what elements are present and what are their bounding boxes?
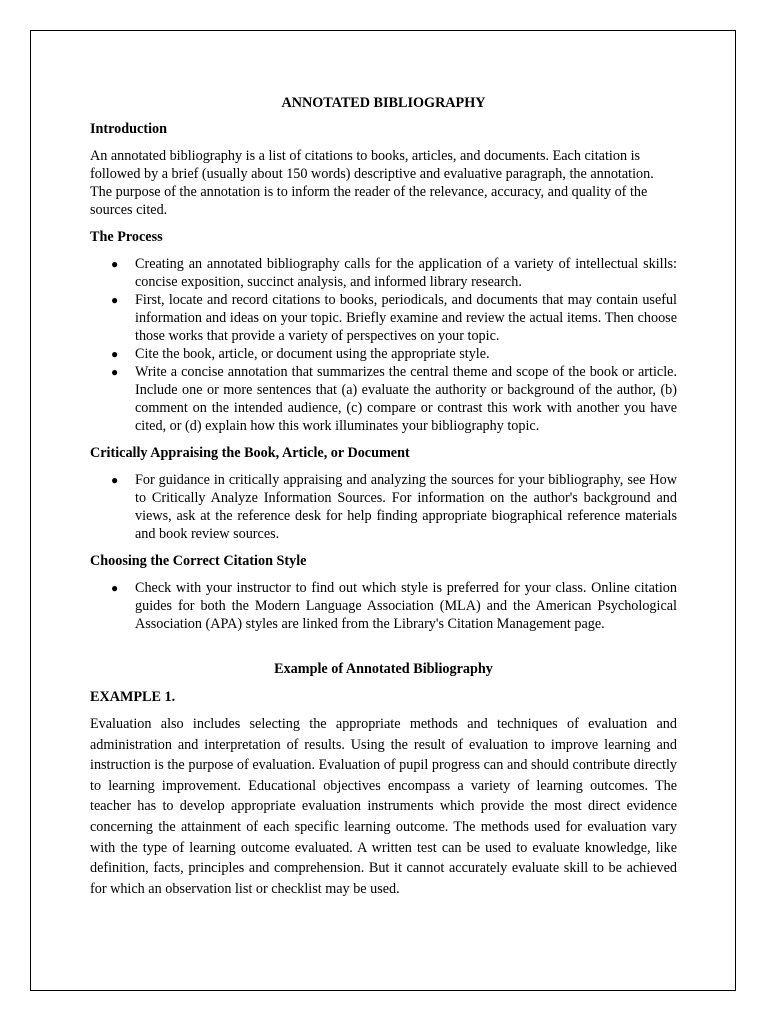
list-item-text: Check with your instructor to find out which style is preferred for your class. Online citation guides for both the Modern Language Association (MLA) and the American Psychological Association (APA) styles are linked from the Library's Citation Management page. [135, 580, 677, 632]
list-item [90, 579, 677, 633]
bullet-icon: ● [111, 347, 119, 361]
example-title: Example of Annotated Bibliography [274, 661, 493, 677]
introduction-paragraph: An annotated bibliography is a list of citations to books, articles, and documents. Each citation is followed by a brief (usually about 150 words) descriptive and evaluative paragraph, the annotation. The purpose of the annotation is to inform the reader of the relevance, accuracy, and quality of the sources cited. [90, 148, 654, 218]
list-item-text: Cite the book, article, or document using the appropriate style. [135, 346, 490, 362]
process-heading: The Process [90, 229, 163, 245]
appraising-heading: Critically Appraising the Book, Article, or Document [90, 445, 410, 461]
list-item [90, 345, 677, 363]
citation-style-heading: Choosing the Correct Citation Style [90, 553, 307, 569]
bullet-icon: ● [111, 293, 119, 307]
list-item [90, 363, 677, 435]
list-item-text: Write a concise annotation that summarizes the central theme and scope of the book or article. Include one or more sentences that (a) evaluate the authority or background of the author, (b) comment on the intended audience, (c) compare or contrast this work with another you have cited, or (d) explain how this work illuminates your bibliography topic. [135, 364, 677, 434]
appraising-list [90, 471, 677, 543]
document-title: ANNOTATED BIBLIOGRAPHY [281, 95, 486, 111]
bullet-icon: ● [111, 473, 119, 487]
list-item-text: Creating an annotated bibliography calls for the application of a variety of intellectual skills: concise exposition, succinct analysis, and informed library research. [135, 256, 677, 290]
list-item [90, 471, 677, 543]
list-item [90, 291, 677, 345]
document-body [90, 94, 677, 899]
list-item [90, 255, 677, 291]
bullet-icon: ● [111, 365, 119, 379]
bullet-icon: ● [111, 581, 119, 595]
bullet-icon: ● [111, 257, 119, 271]
introduction-heading: Introduction [90, 121, 167, 137]
list-item-text: First, locate and record citations to books, periodicals, and documents that may contain useful information and ideas on your topic. Briefly examine and review the actual items. Then choose those works that provide a variety of perspectives on your topic. [135, 292, 677, 344]
example-label: EXAMPLE 1. [90, 689, 176, 705]
citation-style-list [90, 579, 677, 633]
process-list [90, 255, 677, 435]
example-paragraph: Evaluation also includes selecting the appropriate methods and techniques of evaluation and administration and interpretation of results. Using the result of evaluation to improve learning and instruction is the purpose of evaluation. Evaluation of pupil progress can and should contribute directly to learning improvement. Educational objectives encompass a variety of learning outcomes. The teacher has to develop appropriate evaluation instruments which provide the most direct evidence concerning the attainment of each specific learning outcome. The methods used for evaluation vary with the type of learning outcome evaluated. A written test can be used to evaluate knowledge, like definition, facts, principles and comprehension. But it cannot accurately evaluate skill to be achieved for which an observation list or checklist may be used. [90, 716, 677, 897]
list-item-text: For guidance in critically appraising and analyzing the sources for your bibliography, see How to Critically Analyze Information Sources. For information on the author's background and views, ask at the reference desk for help finding appropriate biographical reference materials and book review sources. [135, 472, 677, 542]
